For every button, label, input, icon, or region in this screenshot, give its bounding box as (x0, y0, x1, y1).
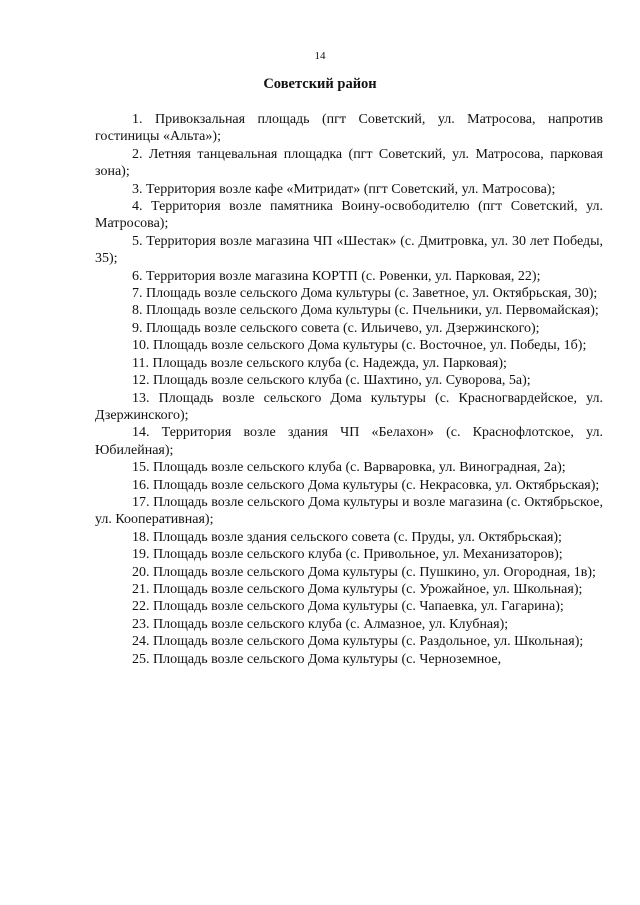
list-item: 18. Площадь возле здания сельского совета (с. Пруды, ул. Октябрьская); (132, 529, 562, 545)
list-item: 21. Площадь возле сельского Дома культуры (с. Урожайное, ул. Школьная); (132, 581, 583, 597)
list-item: 16. Площадь возле сельского Дома культуры (с. Некрасовка, ул. Октябрьская); (132, 477, 600, 493)
list-item: 8. Площадь возле сельского Дома культуры (с. Пчельники, ул. Первомайская); (132, 303, 599, 319)
list-item: 24. Площадь возле сельского Дома культуры (с. Раздольное, ул. Школьная); (132, 634, 584, 650)
list-item: 13. Площадь возле сельского Дома культуры (с. Красногвардейское, ул. Дзержинского); (95, 390, 603, 423)
list-item: 23. Площадь возле сельского клуба (с. Алмазное, ул. Клубная); (132, 616, 509, 632)
list-item: 3. Территория возле кафе «Митридат» (пгт Советский, ул. Матросова); (132, 181, 556, 197)
list-item: 11. Площадь возле сельского клуба (с. Надежда, ул. Парковая); (132, 355, 507, 371)
list-item: 1. Привокзальная площадь (пгт Советский, ул. Матросова, напротив гостиницы «Альта»); (95, 112, 603, 145)
list-item: 25. Площадь возле сельского Дома культуры (с. Черноземное, (132, 651, 502, 667)
list-item: 19. Площадь возле сельского клуба (с. Привольное, ул. Механизаторов); (132, 547, 563, 563)
list-item: 9. Площадь возле сельского совета (с. Ильичево, ул. Дзержинского); (132, 320, 540, 336)
list-item: 15. Площадь возле сельского клуба (с. Варваровка, ул. Виноградная, 2а); (132, 460, 566, 476)
list-item: 22. Площадь возле сельского Дома культуры (с. Чапаевка, ул. Гагарина); (132, 599, 564, 615)
list-item: 7. Площадь возле сельского Дома культуры (с. Заветное, ул. Октябрьская, 30); (132, 286, 598, 302)
list-item: 14. Территория возле здания ЧП «Белахон» (с. Краснофлотское, ул. Юбилейная); (95, 425, 603, 458)
page-number: 14 (314, 50, 326, 62)
list-item: 4. Территория возле памятника Воину-освободителю (пгт Советский, ул. Матросова); (95, 199, 603, 232)
list-item: 20. Площадь возле сельского Дома культуры (с. Пушкино, ул. Огородная, 1в); (132, 564, 596, 580)
list-item: 2. Летняя танцевальная площадка (пгт Советский, ул. Матросова, парковая зона); (95, 146, 603, 180)
district-title: Советский район (263, 76, 377, 92)
list-item: 6. Территория возле магазина КОРТП (с. Ровенки, ул. Парковая, 22); (132, 268, 541, 284)
location-list (95, 111, 603, 668)
list-item: 17. Площадь возле сельского Дома культуры и возле магазина (с. Октябрьское, ул. Кооперативная); (95, 494, 603, 528)
list-item: 5. Территория возле магазина ЧП «Шестак» (с. Дмитровка, ул. 30 лет Победы, 35); (95, 233, 603, 267)
list-item: 12. Площадь возле сельского клуба (с. Шахтино, ул. Суворова, 5а); (132, 373, 531, 389)
list-item: 10. Площадь возле сельского Дома культуры (с. Восточное, ул. Победы, 1б); (132, 338, 587, 354)
